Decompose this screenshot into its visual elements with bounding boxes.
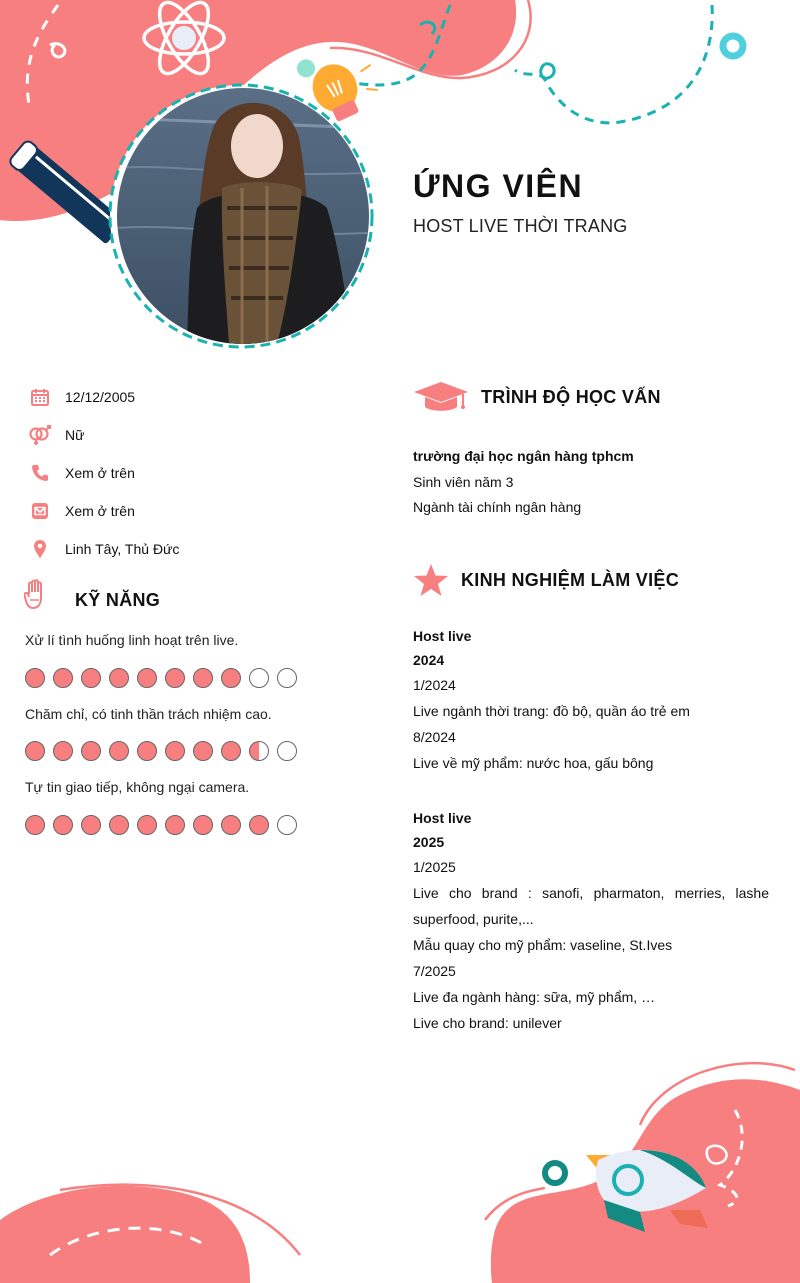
rating-dot — [193, 668, 213, 688]
star-icon — [413, 563, 449, 602]
experience-line: Live cho brand : sanofi, pharmaton, merries, lashe superfood, purite,... — [413, 885, 769, 927]
gender-icon — [28, 423, 52, 447]
experience-entry — [413, 624, 769, 776]
rating-dot — [81, 668, 101, 688]
experience-line: 1/2025 — [413, 859, 456, 875]
rating-dot — [53, 668, 73, 688]
rating-dot — [25, 815, 45, 835]
skill-label: Tự tin giao tiếp, không ngại camera. — [25, 779, 250, 795]
experience-line: Mẫu quay cho mỹ phẩm: vaseline, St.Ives — [413, 937, 673, 953]
experience-year: 2025 — [413, 834, 445, 850]
rating-dot — [137, 668, 157, 688]
address-value: Linh Tây, Thủ Đức — [65, 541, 180, 557]
experience-line: Live cho brand: unilever — [413, 1015, 562, 1031]
info-birthday — [28, 384, 136, 410]
rating-dot — [249, 668, 269, 688]
phone-value: Xem ở trên — [65, 465, 135, 481]
rating-dot — [25, 668, 45, 688]
experience-title: KINH NGHIỆM LÀM VIỆC — [461, 570, 680, 590]
email-value: Xem ở trên — [65, 503, 135, 519]
experience-position: Host live — [413, 628, 472, 644]
rating-dot — [165, 741, 185, 761]
graduation-cap-icon — [413, 380, 469, 419]
skill-label: Chăm chỉ, có tinh thần trách nhiệm cao. — [25, 706, 272, 722]
experience-position: Host live — [413, 810, 472, 826]
experience-line: Live đa ngành hàng: sữa, mỹ phẩm, … — [413, 989, 656, 1005]
profile-photo — [117, 88, 369, 344]
rating-dot — [249, 815, 269, 835]
experience-line: Live về mỹ phẩm: nước hoa, gấu bông — [413, 755, 654, 771]
skill-label: Xử lí tình huống linh hoạt trên live. — [25, 632, 239, 648]
job-title: HOST LIVE THỜI TRANG — [413, 216, 628, 236]
rating-dot — [277, 741, 297, 761]
rating-dot — [193, 741, 213, 761]
skill-rating — [25, 668, 297, 688]
birthday-value: 12/12/2005 — [65, 389, 136, 405]
rating-dot — [109, 815, 129, 835]
candidate-name: ỨNG VIÊN — [413, 168, 584, 204]
info-gender — [28, 422, 85, 448]
rating-dot — [221, 668, 241, 688]
rating-dot — [193, 815, 213, 835]
info-phone — [28, 460, 135, 486]
rating-dot — [221, 815, 241, 835]
experience-line: 1/2024 — [413, 677, 456, 693]
skills-title: KỸ NĂNG — [75, 590, 161, 610]
email-icon — [28, 499, 52, 523]
school-major: Ngành tài chính ngân hàng — [413, 499, 582, 515]
skill-rating — [25, 815, 297, 835]
rating-dot — [137, 815, 157, 835]
experience-line: 8/2024 — [413, 729, 456, 745]
rating-dot — [25, 741, 45, 761]
rating-dot — [165, 668, 185, 688]
rating-dot — [109, 668, 129, 688]
experience-line: Live ngành thời trang: đồ bộ, quần áo trẻ em — [413, 703, 690, 719]
experience-entry — [413, 806, 769, 1036]
rating-dot — [221, 741, 241, 761]
rating-dot — [277, 815, 297, 835]
school-year: Sinh viên năm 3 — [413, 473, 514, 490]
rating-dot — [81, 741, 101, 761]
experience-year: 2024 — [413, 652, 445, 668]
hand-icon — [24, 578, 48, 615]
rating-dot — [277, 668, 297, 688]
experience-line: 7/2025 — [413, 963, 456, 979]
info-address — [28, 536, 180, 562]
rating-dot — [53, 815, 73, 835]
rating-dot — [109, 741, 129, 761]
education-title: TRÌNH ĐỘ HỌC VẤN — [481, 387, 661, 407]
location-icon — [28, 537, 52, 561]
rating-dot — [137, 741, 157, 761]
rating-dot — [53, 741, 73, 761]
gender-value: Nữ — [65, 427, 85, 443]
calendar-icon — [28, 385, 52, 409]
phone-icon — [28, 461, 52, 485]
rating-dot — [81, 815, 101, 835]
skill-rating — [25, 741, 297, 761]
rating-dot — [249, 741, 269, 761]
school-name: trường đại học ngân hàng tphcm — [413, 448, 634, 464]
rating-dot — [165, 815, 185, 835]
education-block — [413, 444, 769, 521]
info-email — [28, 498, 135, 524]
